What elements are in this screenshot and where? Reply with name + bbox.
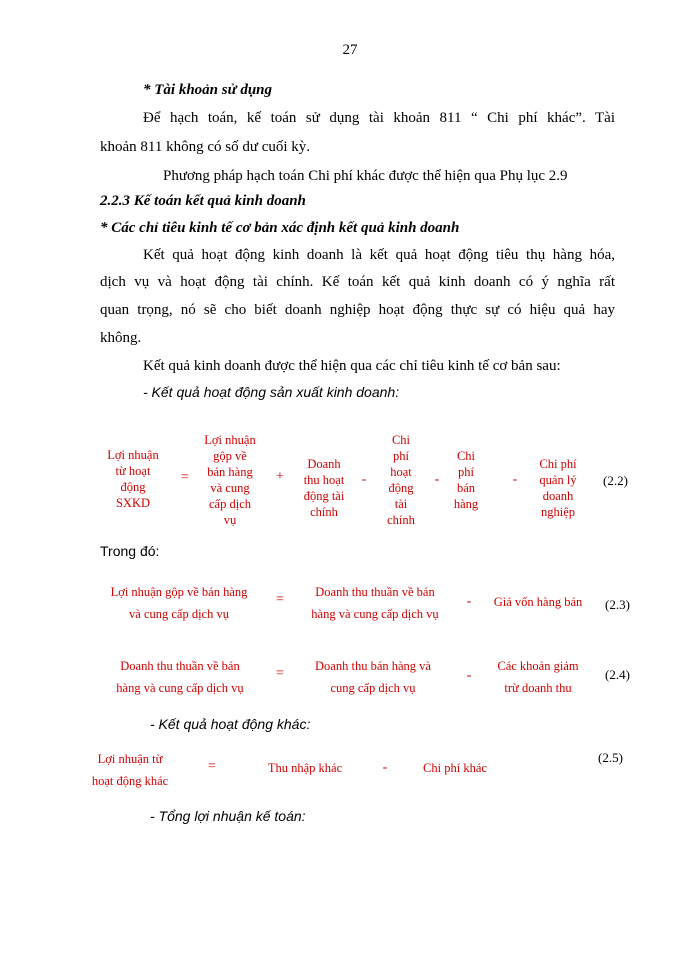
section-heading-2-2-3: 2.2.3 Kế toán kết quả kinh doanh: [100, 193, 306, 209]
eq-operator-minus: -: [434, 472, 440, 487]
eq-operator-minus: -: [466, 668, 472, 683]
paragraph-line: Phương pháp hạch toán Chi phí khác được thể hiện qua Phụ lục 2.9: [163, 168, 568, 184]
eq-term-cost-of-goods: Giá vốn hàng bán: [493, 595, 583, 609]
paragraph-line: Để hạch toán, kế toán sử dụng tài khoản 811 “ Chi phí khác”. Tài: [143, 110, 615, 126]
page-number: 27: [342, 42, 358, 58]
eq-term-financial-revenue: Doanh thu hoạt động tài chính: [303, 457, 345, 519]
eq-term-revenue-deductions: Các khoản giảm trừ doanh thu: [497, 659, 579, 695]
paragraph-line: không.: [100, 330, 142, 346]
equation-number: (2.5): [598, 750, 623, 765]
eq-term-sxkd-profit: Lợi nhuận từ hoạt động SXKD: [107, 448, 159, 510]
trong-do-label: Trong đó:: [100, 543, 160, 559]
eq-operator-equals: =: [181, 470, 189, 485]
eq-operator-plus: +: [276, 469, 284, 484]
eq-operator-minus: -: [466, 594, 472, 609]
eq-term-selling-cost: Chi phí bán hàng: [453, 449, 479, 511]
subheading-indicators: * Các chỉ tiêu kinh tế cơ bản xác định kết quả kinh doanh: [100, 220, 460, 236]
eq-term-gross-profit: Lợi nhuận gộp về bán hàng và cung cấp dịch vụ: [204, 433, 256, 527]
eq-operator-equals: =: [208, 759, 216, 774]
eq-operator-minus: -: [512, 472, 518, 487]
eq-operator-minus: -: [361, 472, 367, 487]
eq-term-other-income: Thu nhập khác: [267, 761, 343, 775]
eq-term-net-revenue: Doanh thu thuần về bán hàng và cung cấp dịch vụ: [311, 585, 439, 621]
paragraph-line: quan trọng, nó sẽ cho biết doanh nghiệp hoạt động thực sự có hiệu quả hay: [100, 302, 615, 318]
eq-term-sales-revenue: Doanh thu bán hàng và cung cấp dịch vụ: [315, 659, 431, 695]
equation-number: (2.4): [605, 667, 630, 682]
paragraph-line: Kết quả kinh doanh được thể hiện qua các chỉ tiêu kinh tế cơ bản sau:: [143, 358, 561, 374]
item-business-result: - Kết quả hoạt động sản xuất kinh doanh:: [143, 384, 400, 400]
paragraph-line: khoản 811 không có số dư cuối kỳ.: [100, 139, 311, 155]
eq-term-admin-cost: Chi phí quản lý doanh nghiệp: [539, 457, 577, 519]
eq-term-net-revenue: Doanh thu thuần về bán hàng và cung cấp dịch vụ: [116, 659, 244, 695]
item-total-accounting-profit: - Tổng lợi nhuận kế toán:: [150, 808, 306, 824]
section-heading-accounts: * Tài khoản sử dụng: [143, 82, 273, 98]
equation-number: (2.3): [605, 597, 630, 612]
paragraph-line: Kết quả hoạt động kinh doanh là kết quả hoạt động tiêu thụ hàng hóa,: [143, 247, 615, 263]
paragraph-line: dịch vụ và hoạt động tài chính. Kế toán kết quả kinh doanh có ý nghĩa rất: [100, 274, 615, 290]
eq-term-other-profit: Lợi nhuận từ hoạt động khác: [91, 752, 169, 788]
eq-term-financial-cost: Chi phí hoạt động tài chính: [387, 433, 415, 527]
eq-operator-minus: -: [382, 760, 388, 775]
eq-term-gross-profit: Lợi nhuận gộp về bán hàng và cung cấp dịch vụ: [110, 585, 248, 621]
eq-operator-equals: =: [276, 592, 284, 607]
item-other-result: - Kết quả hoạt động khác:: [150, 716, 311, 732]
equation-number: (2.2): [603, 473, 628, 488]
eq-operator-equals: =: [276, 666, 284, 681]
eq-term-other-cost: Chi phí khác: [423, 761, 487, 775]
